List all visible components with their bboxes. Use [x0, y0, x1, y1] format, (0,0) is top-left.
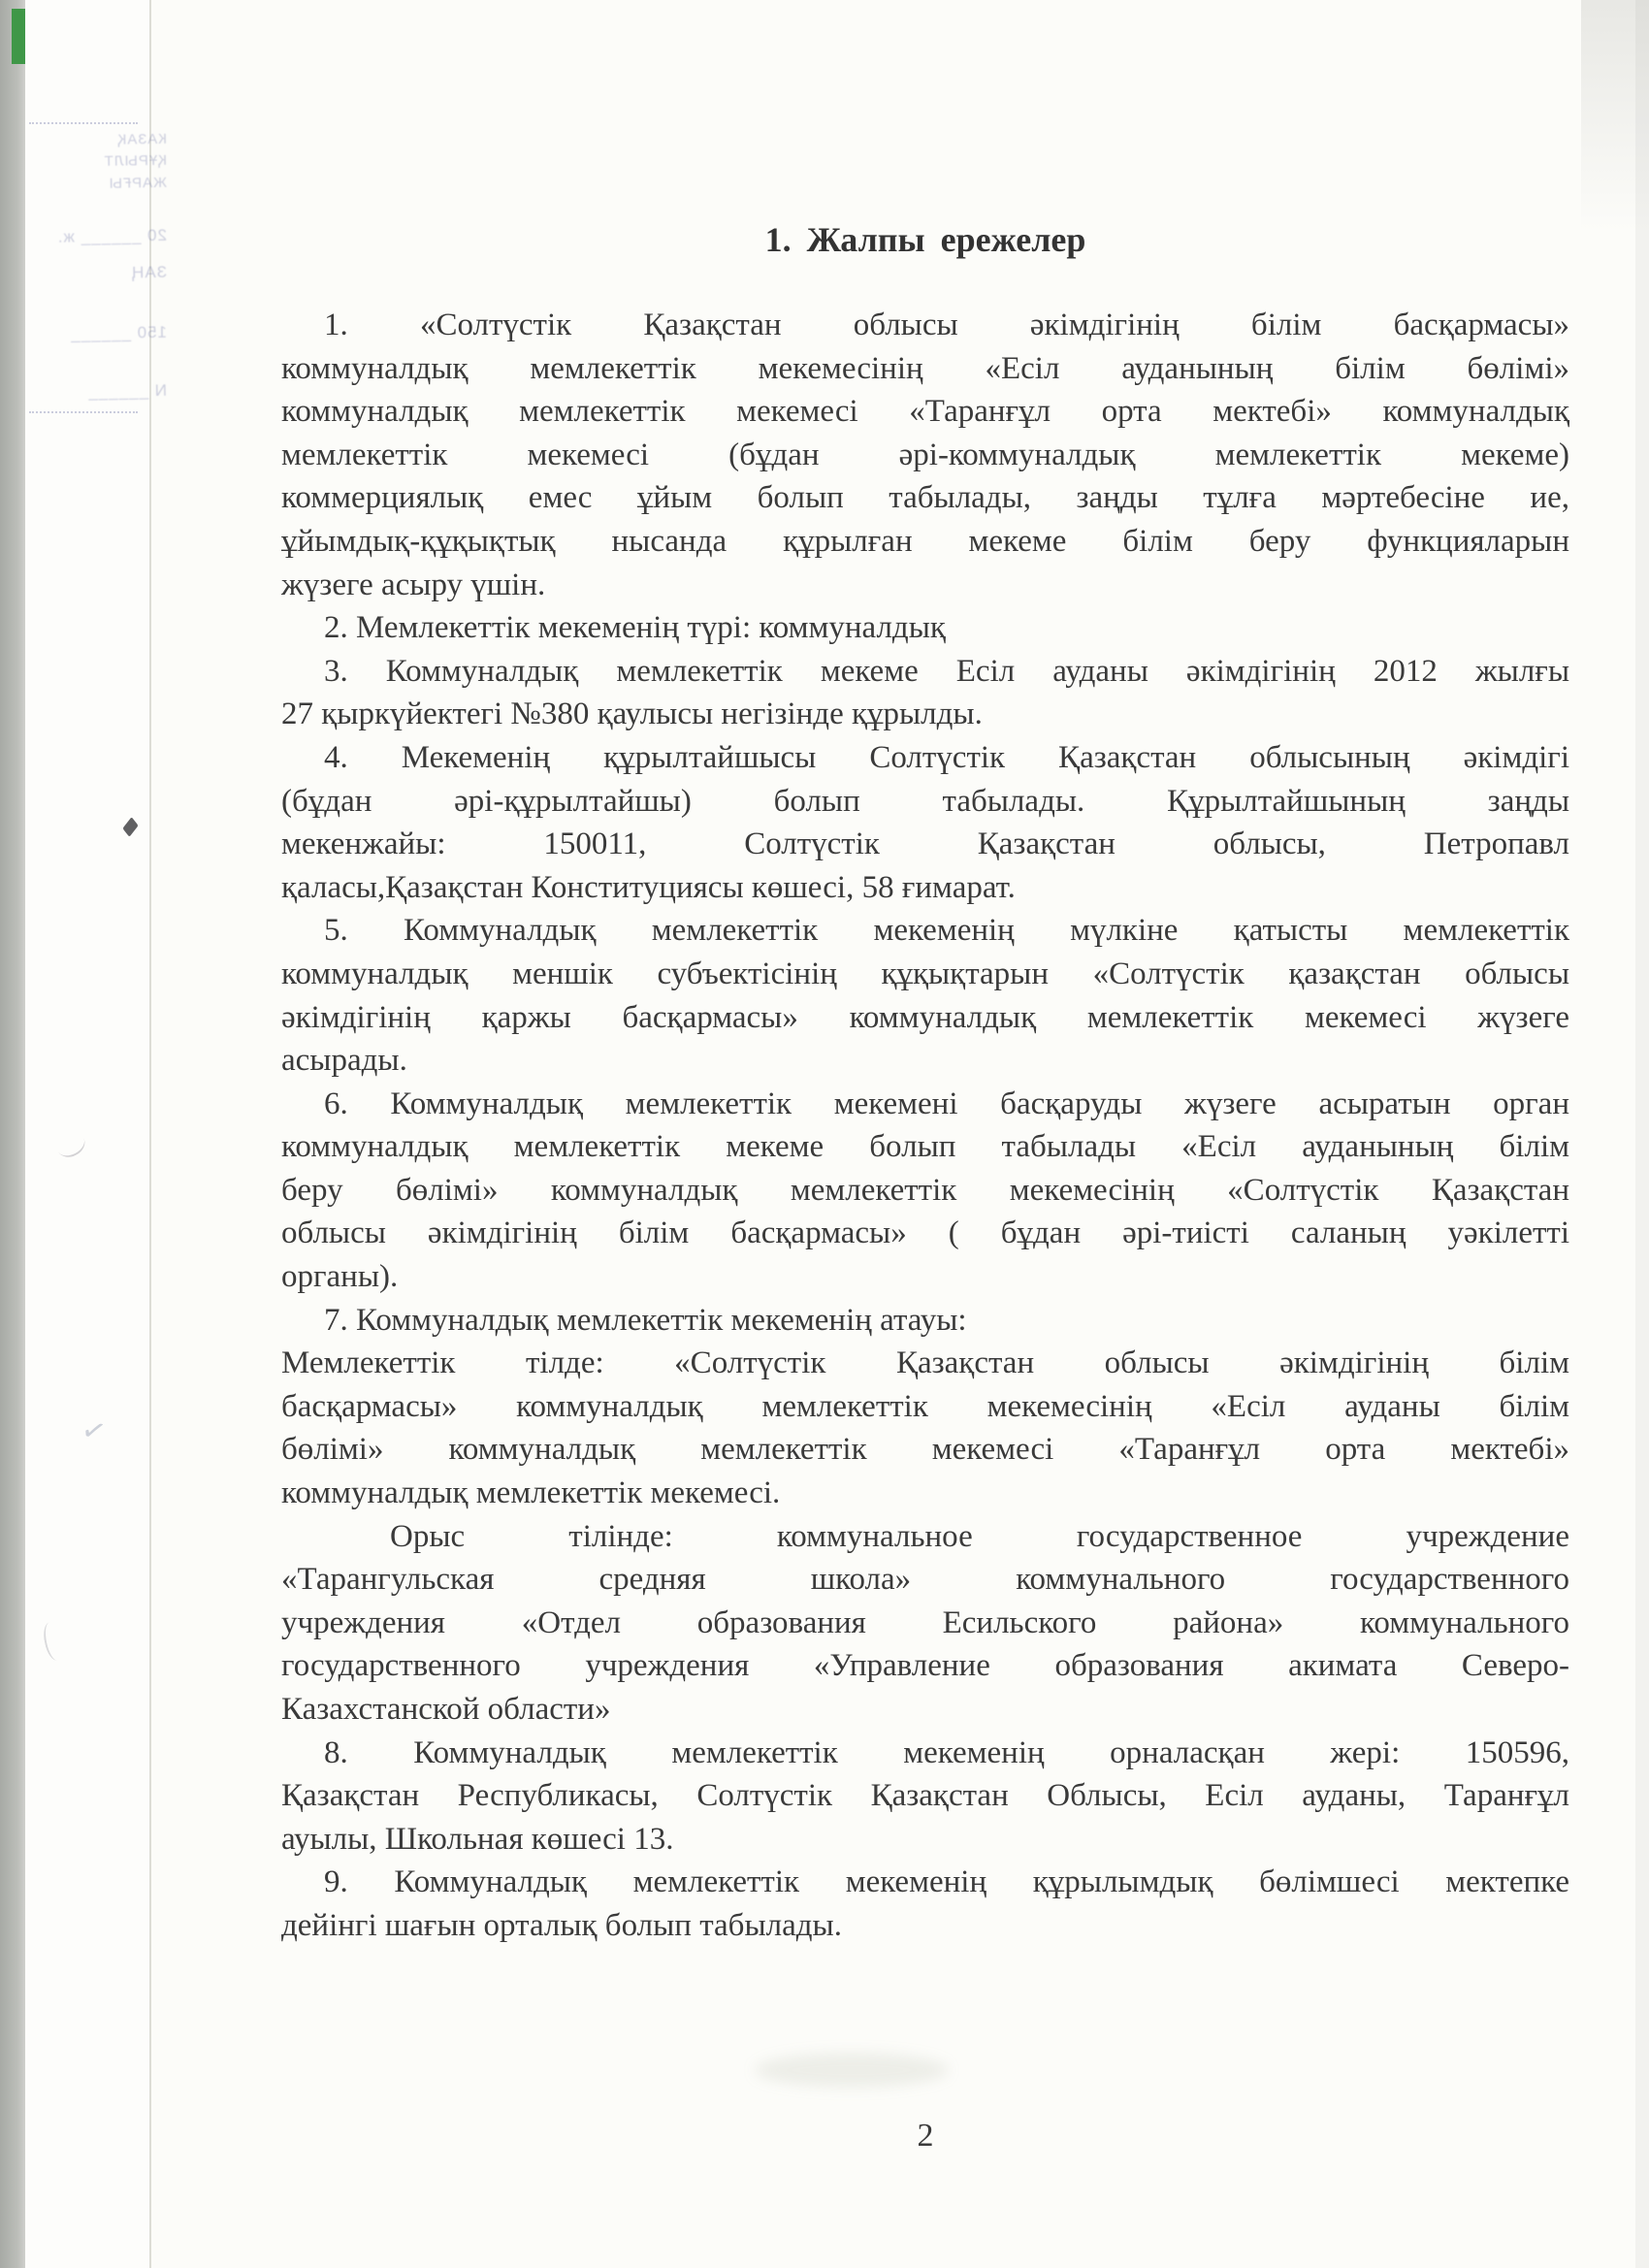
bleedthrough-text: N ______ — [87, 380, 168, 402]
text-line: коммуналдық мемлекеттік мекемесі «Таранғұл орта мектебі» коммуналдық — [281, 394, 1569, 430]
text-line: басқармасы» коммуналдық мемлекеттік мекемесінің «Есіл ауданы білім — [281, 1388, 1569, 1424]
paragraphs-container — [281, 304, 1569, 1948]
text-line: 1. «Солтүстік Қазақстан облысы әкімдігінің білім басқармасы» — [324, 308, 1569, 342]
text-line: ұйымдық-құқықтық нысанда құрылған мекеме білім беру функцияларын — [281, 523, 1569, 559]
text-line: 7. Коммуналдық мемлекеттік мекеменің атауы: — [324, 1302, 967, 1338]
paragraph — [281, 1861, 1569, 1947]
bleedthrough-text: ЗАҢ — [130, 262, 168, 282]
text-line: 4. Мекеменің құрылтайшысы Солтүстік Қазақстан облысының әкімдігі — [324, 739, 1569, 775]
text-line: коммуналдық мемлекеттік мекемесінің «Есіл ауданының білім бөлімі» — [281, 350, 1569, 386]
bleedthrough-rule — [29, 122, 138, 124]
text-line: мекенжайы: 150011, Солтүстік Қазақстан облысы, Петропавл — [281, 826, 1569, 862]
text-line: жүзеге асыру үшін. — [281, 567, 546, 602]
paragraph — [281, 1342, 1569, 1514]
text-line: ауылы, Школьная көшесі 13. — [281, 1821, 674, 1857]
page-number: 2 — [917, 2118, 934, 2154]
text-line: Қазақстан Республикасы, Солтүстік Қазақстан Облысы, Есіл ауданы, Таранғұл — [281, 1778, 1569, 1814]
text-line: «Тарангульская средняя школа» коммунального государственного — [281, 1562, 1569, 1598]
bleedthrough-text: ҚҰРЫЛТ — [103, 151, 168, 170]
text-line: 6. Коммуналдық мемлекеттік мекемені басқаруды жүзеге асыратын орган — [324, 1085, 1569, 1121]
paragraph — [281, 1299, 1569, 1343]
text-line: органы). — [281, 1259, 399, 1295]
text-line: 27 қыркүйектегі №380 қаулысы негізінде құрылды. — [281, 697, 983, 732]
text-line: коммуналдық мемлекеттік мекемесі. — [281, 1475, 781, 1511]
scan-right-shadow — [1635, 0, 1649, 2268]
text-line: 5. Коммуналдық мемлекеттік мекеменің мүлкіне қатысты мемлекеттік — [324, 913, 1569, 949]
section-title: 1. Жалпы ережелер — [764, 220, 1086, 259]
text-line: коммуналдық меншік субъектісінің құқықтарын «Солтүстік қазақстан облысы — [281, 956, 1569, 991]
text-line: коммерциялық емес ұйым болып табылады, заңды тұлға мәртебесіне ие, — [281, 480, 1569, 516]
document-body — [281, 218, 1569, 1948]
paragraph — [281, 909, 1569, 1082]
text-line: коммуналдық мемлекеттік мекеме болып табылады «Есіл ауданының білім — [281, 1129, 1569, 1165]
paragraph — [281, 736, 1569, 909]
paragraph — [281, 1732, 1569, 1862]
text-line: государственного учреждения «Управление образования акимата Северо- — [281, 1648, 1569, 1684]
paragraph — [281, 1083, 1569, 1299]
paragraph — [281, 1515, 1569, 1732]
text-line: әкімдігінің қаржы басқармасы» коммуналдық мемлекеттік мекемесі жүзеге — [281, 999, 1569, 1035]
scanner-edge-strip — [0, 0, 25, 2268]
check-pencil-mark: ✓ — [78, 1412, 110, 1450]
bleedthrough-rule — [29, 411, 138, 413]
bleedthrough-text: ЖАРҒЫ — [108, 174, 168, 192]
text-line: (бұдан әрі-құрылтайшы) болып табылады. Құрылтайшының заңды — [281, 783, 1569, 819]
bleedthrough-text: 20 ______ ж. — [56, 225, 168, 246]
text-line: 8. Коммуналдық мемлекеттік мекеменің орналасқан жері: 150596, — [324, 1734, 1569, 1770]
underlying-page-edge — [25, 0, 168, 2268]
text-line: учреждения «Отдел образования Есильского района» коммунального — [281, 1604, 1569, 1640]
text-line: беру бөлімі» коммуналдық мемлекеттік мекемесінің «Солтүстік Қазақстан — [281, 1172, 1569, 1208]
text-line: асырады. — [281, 1043, 407, 1079]
bleedthrough-text: КАЗАҚ — [116, 130, 168, 148]
text-line: Казахстанской области» — [281, 1692, 611, 1727]
text-line: Мемлекеттік тілде: «Солтүстік Қазақстан облысы әкімдігінің білім — [281, 1345, 1569, 1381]
text-line: облысы әкімдігінің білім басқармасы» ( бұдан әрі-тиісті саланың уәкілетті — [281, 1215, 1569, 1251]
text-line: дейінгі шағын орталық болып табылады. — [281, 1907, 842, 1943]
text-line: 9. Коммуналдық мемлекеттік мекеменің құрылымдық бөлімшесі мектепке — [324, 1864, 1569, 1900]
text-line: мемлекеттік мекемесі (бұдан әрі-коммуналдық мемлекеттік мекеме) — [281, 437, 1569, 472]
paragraph — [281, 304, 1569, 606]
text-line: 3. Коммуналдық мемлекеттік мекеме Есіл ауданы әкімдігінің 2012 жылғы — [324, 653, 1569, 689]
paragraph — [281, 606, 1569, 650]
text-line: 2. Мемлекеттік мекеменің түрі: коммуналдық — [324, 610, 946, 646]
bleedthrough-text: 150 ______ — [70, 322, 168, 343]
ink-smudge — [755, 2053, 949, 2088]
paragraph — [281, 650, 1569, 736]
text-line: Орыс тілінде: коммунальное государственное учреждение — [390, 1518, 1569, 1554]
text-line: бөлімі» коммуналдық мемлекеттік мекемесі «Таранғұл орта мектебі» — [281, 1432, 1569, 1468]
text-line: қаласы,Қазақстан Конституциясы көшесі, 58 ғимарат. — [281, 869, 1016, 905]
